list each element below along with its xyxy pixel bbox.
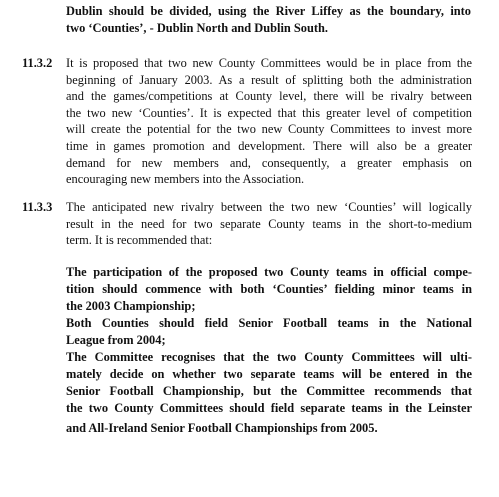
body-line: result in the need for two separate County teams in the short-to-medium (66, 216, 472, 231)
intro-paragraph (66, 3, 471, 37)
intro-line: two ‘Counties’, - Dublin North and Dublin South. (66, 21, 328, 35)
section-number: 11.3.3 (22, 200, 53, 214)
section-body (66, 199, 472, 249)
body-line: time in games promotion and development. There will also be a greater (66, 138, 472, 153)
recommendation-line: mately decide on whether two separate teams will be entered in the (66, 367, 472, 381)
recommendation-1 (66, 264, 472, 315)
recommendation-2 (66, 315, 472, 349)
body-line: the two new ‘Counties’. It is expected that this greater level of competition (66, 105, 472, 120)
body-line: and the games/competitions at County level, there will be rivalry between (66, 89, 472, 104)
body-line: beginning of January 2003. As a result of splitting both the administration (66, 72, 472, 87)
recommendation-line: and All-Ireland Senior Football Championships from 2005. (66, 421, 378, 435)
recommendation-line: tition should commence with both ‘Counties’ fielding minor teams in (66, 282, 472, 296)
recommendation-line: the two County Committees should field separate teams in the Leinster (66, 401, 472, 415)
recommendation-line: League from 2004; (66, 333, 166, 347)
recommendation-line: Both Counties should field Senior Football teams in the National (66, 316, 472, 330)
recommendation-line: The Committee recognises that the two County Committees will ulti- (66, 350, 472, 364)
recommendations-block (66, 264, 472, 437)
section-body (66, 55, 472, 188)
intro-line: Dublin should be divided, using the River Liffey as the boundary, into (66, 4, 471, 18)
body-line: It is proposed that two new County Committees would be in place from the (66, 56, 472, 70)
body-line: encouraging new members into the Association. (66, 172, 305, 187)
recommendation-line: Senior Football Championship, but the Committee recommends that (66, 384, 472, 398)
recommendation-line: The participation of the proposed two County teams in official compe- (66, 265, 472, 279)
body-line: The anticipated new rivalry between the two new ‘Counties’ will logically (66, 200, 472, 214)
recommendation-line: the 2003 Championship; (66, 299, 196, 313)
body-line: demand for new members and, consequently, a greater emphasis on (66, 155, 472, 170)
body-line: term. It is recommended that: (66, 233, 213, 248)
body-line: will create the potential for the two new County Committees to invest more (66, 122, 472, 137)
recommendation-3 (66, 349, 472, 437)
section-number: 11.3.2 (22, 56, 53, 70)
